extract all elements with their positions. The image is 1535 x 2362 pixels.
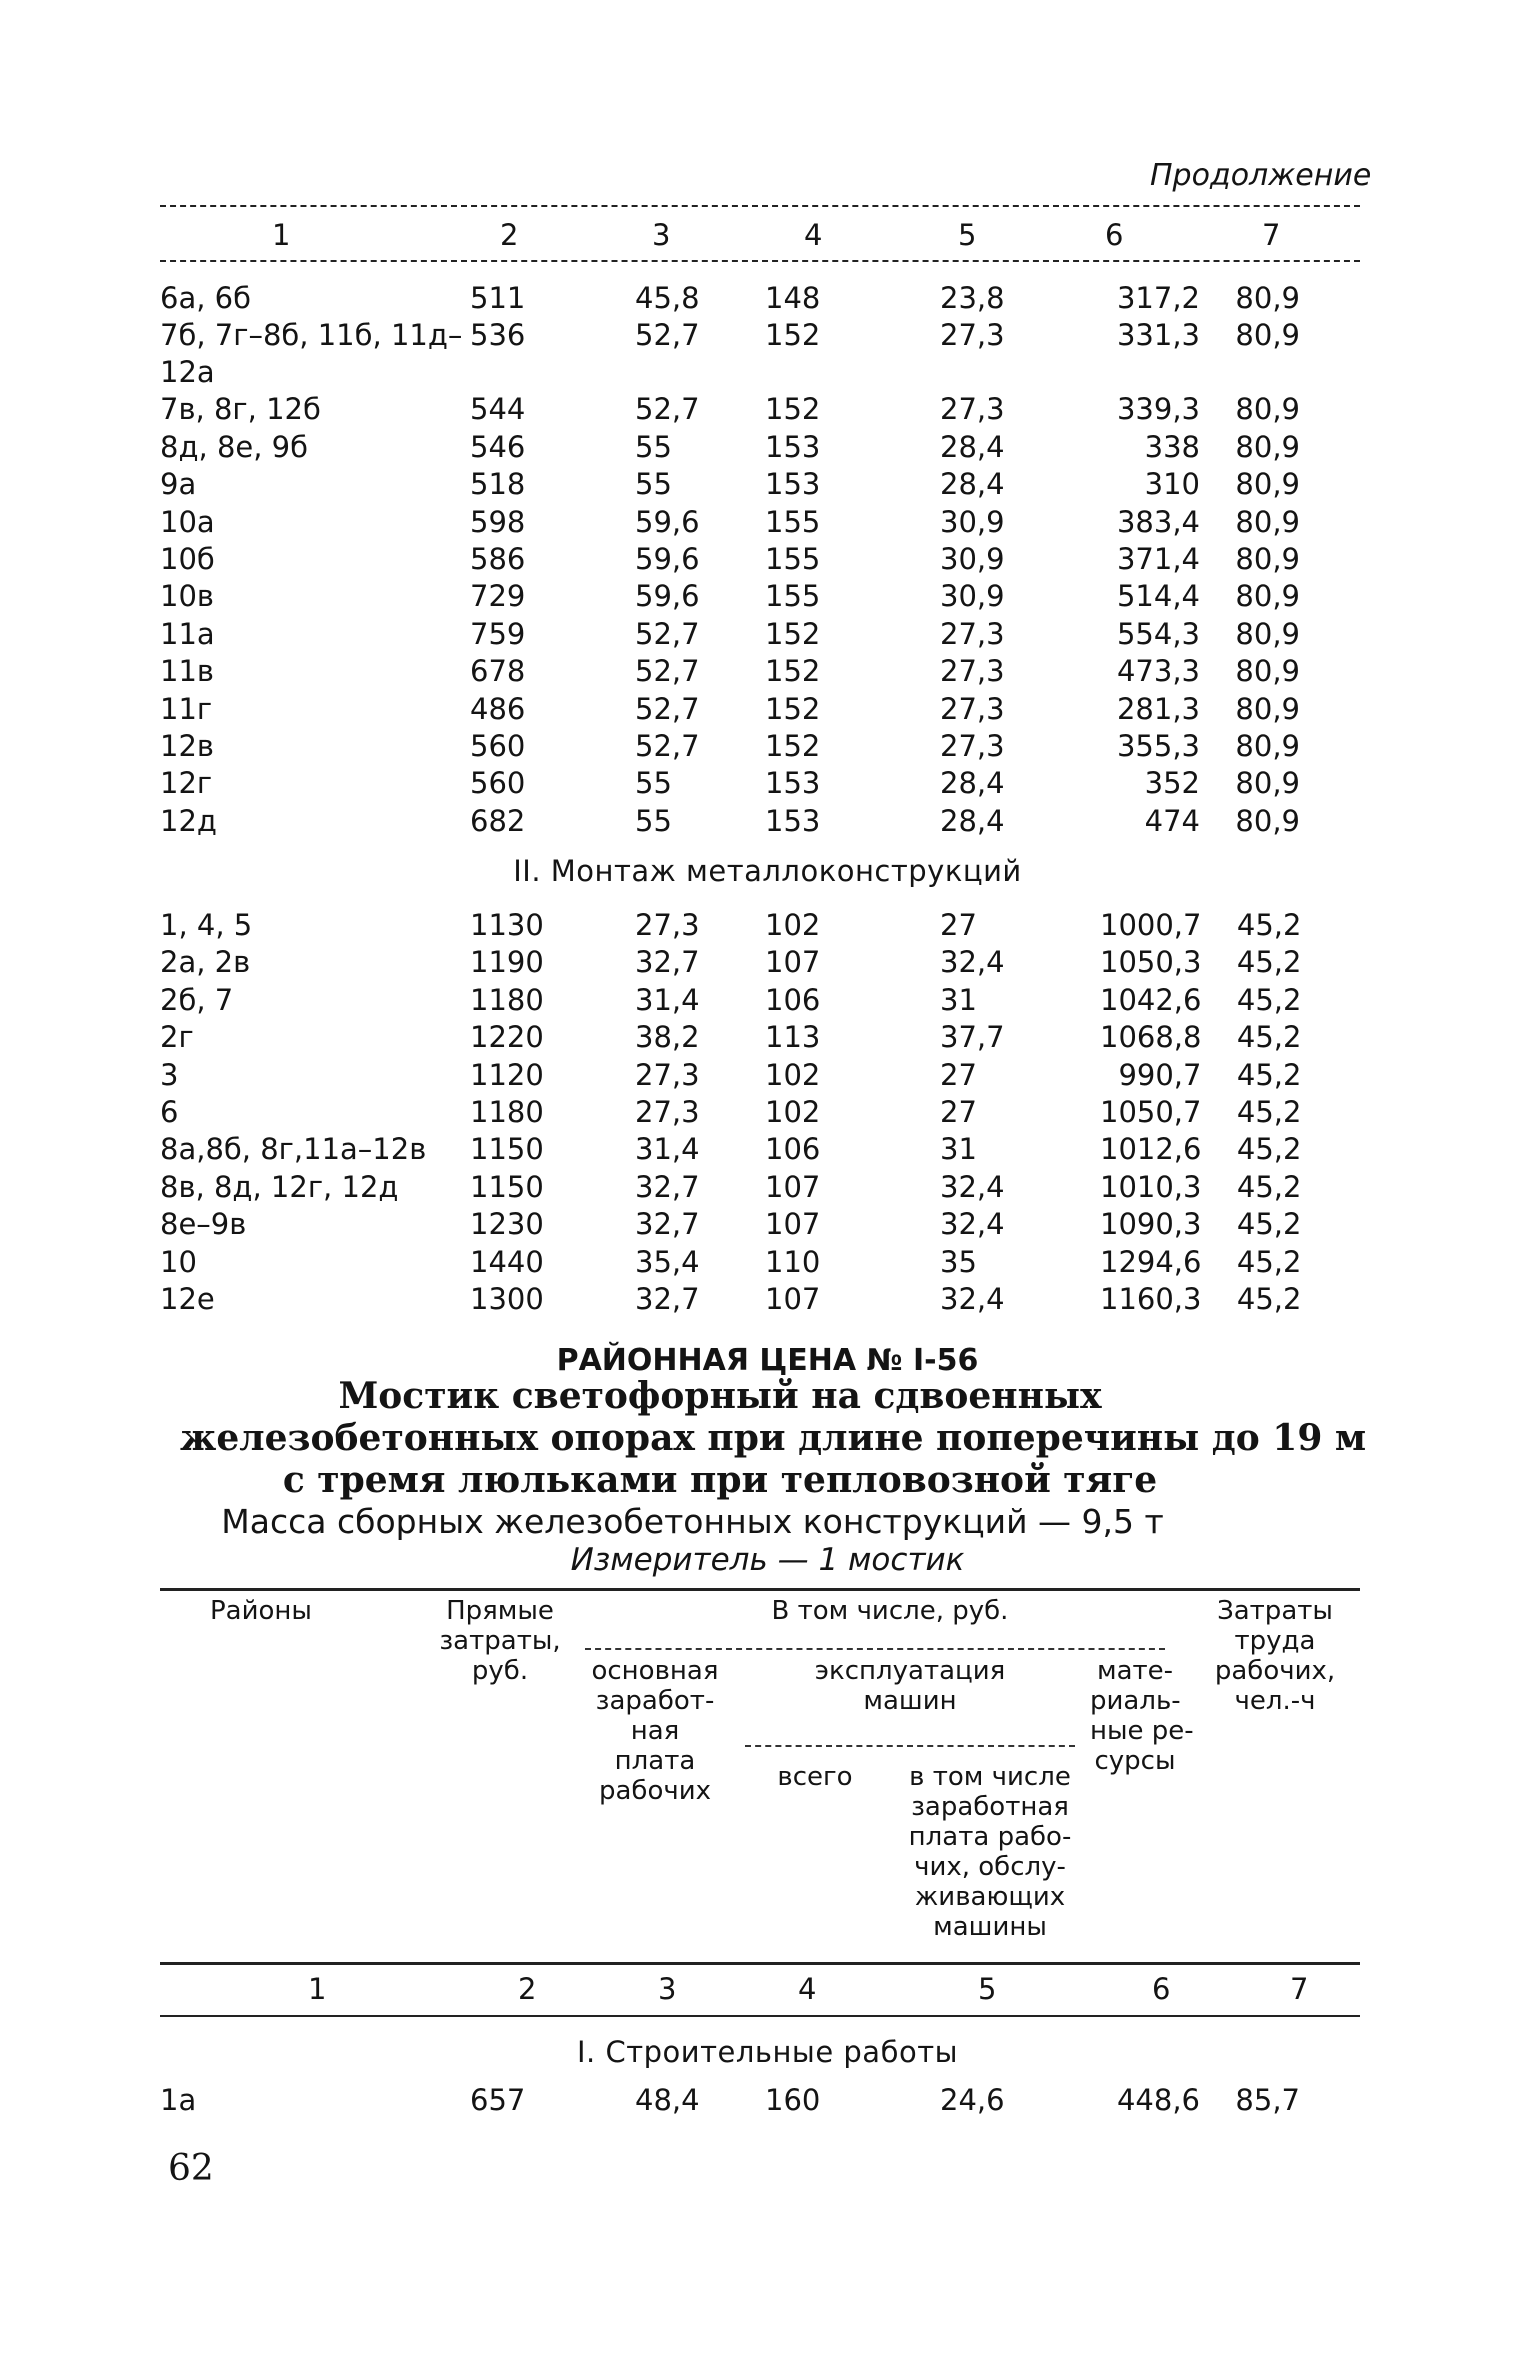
direct-costs-cell: 1180	[470, 982, 544, 1017]
machines-wage-cell: 27,3	[940, 728, 1005, 763]
col-number: 2	[500, 218, 519, 252]
col-number: 4	[798, 1972, 817, 2006]
base-wage-cell: 31,4	[635, 1132, 700, 1167]
header-text: заработ-	[595, 1686, 715, 1716]
direct-costs-cell: 598	[470, 504, 526, 539]
materials-cell: 352	[1144, 766, 1200, 801]
col-number: 1	[308, 1972, 327, 2006]
direct-costs-cell: 536	[470, 318, 526, 353]
direct-costs-cell: 1440	[470, 1244, 544, 1279]
table-row	[160, 429, 1300, 466]
header-text: плата рабо-	[908, 1822, 1072, 1852]
table-top-rule	[160, 205, 1360, 207]
base-wage-cell: 59,6	[635, 579, 700, 614]
materials-cell: 1010,3	[1100, 1169, 1202, 1204]
labor-cell: 80,9	[1235, 467, 1300, 502]
mass-line: Масса сборных железобетонных конструкций — 9,5 т	[221, 1502, 1164, 1541]
machines-total-cell: 107	[765, 945, 821, 980]
header-top-rule	[160, 1588, 1360, 1591]
labor-cell: 80,9	[1235, 318, 1300, 353]
base-wage-cell: 52,7	[635, 392, 700, 427]
labor-cell: 45,2	[1236, 1020, 1302, 1055]
header-text: ные ре-	[1090, 1716, 1194, 1746]
labor-cell: 80,9	[1235, 728, 1300, 763]
machines-wage-cell: 30,9	[940, 541, 1005, 576]
region-cell: 12д	[160, 803, 217, 838]
materials-cell: 338	[1144, 429, 1200, 464]
materials-cell: 1000,7	[1100, 908, 1202, 942]
machines-wage-cell: 27,3	[940, 616, 1005, 651]
materials-cell: 371,4	[1116, 541, 1200, 576]
machines-total-cell: 155	[765, 541, 821, 576]
header-text: мате-	[1096, 1656, 1174, 1686]
direct-costs-cell: 511	[470, 281, 526, 315]
table-row	[160, 1206, 1301, 1243]
header-labor	[1200, 1596, 1350, 1716]
price-number-heading: РАЙОННАЯ ЦЕНА № I-56	[556, 1343, 979, 1378]
machines-wage-cell: 32,4	[940, 1207, 1005, 1242]
machines-total-cell: 153	[765, 766, 821, 801]
materials-cell: 310	[1144, 467, 1200, 502]
labor-cell: 45,2	[1236, 1094, 1302, 1129]
header-text: плата	[614, 1746, 696, 1776]
section-heading-2: II. Монтаж металлоконструкций	[513, 854, 1022, 888]
direct-costs-cell: 1130	[470, 908, 544, 942]
materials-cell: 317,2	[1116, 281, 1200, 315]
column-number-row	[0, 1972, 1535, 2012]
machines-total-cell: 113	[765, 1020, 821, 1055]
labor-cell: 80,9	[1235, 392, 1300, 427]
measure-line: Измеритель — 1 мостик	[570, 1542, 965, 1578]
table-row	[160, 907, 1301, 944]
materials-cell: 473,3	[1116, 654, 1200, 689]
base-wage-cell: 45,8	[635, 281, 700, 315]
machines-wage-cell: 27	[940, 1057, 977, 1092]
machines-total-cell: 160	[765, 2083, 821, 2117]
labor-cell: 80,9	[1235, 579, 1300, 614]
direct-costs-cell: 729	[470, 579, 526, 614]
header-machines-line	[745, 1745, 1075, 1747]
header-text: чих, обслу-	[914, 1852, 1066, 1882]
table-row	[160, 1131, 1301, 1168]
direct-costs-cell: 560	[470, 766, 526, 801]
header-text: Затраты	[1217, 1596, 1333, 1626]
region-cell: 8е–9в	[160, 1207, 247, 1242]
machines-wage-cell: 28,4	[940, 429, 1005, 464]
base-wage-cell: 27,3	[635, 1057, 700, 1092]
machines-total-cell: 152	[765, 392, 821, 427]
labor-cell: 45,2	[1236, 945, 1302, 980]
table-row	[160, 504, 1300, 541]
table-row	[160, 1244, 1301, 1281]
header-text: чел.-ч	[1234, 1686, 1316, 1716]
machines-wage-cell: 31	[940, 1132, 977, 1167]
machines-total-cell: 107	[765, 1207, 821, 1242]
table-row	[160, 691, 1300, 728]
direct-costs-cell: 518	[470, 467, 526, 502]
col-number: 1	[272, 218, 291, 252]
base-wage-cell: 32,7	[635, 945, 700, 980]
materials-cell: 383,4	[1116, 504, 1200, 539]
header-machine-operation	[745, 1656, 1075, 1716]
table-row	[160, 1169, 1301, 1206]
labor-cell: 80,9	[1235, 691, 1300, 726]
region-cell: 2а, 2в	[160, 945, 251, 980]
region-cell: 6а, 6б	[160, 281, 251, 315]
labor-cell: 45,2	[1236, 1057, 1302, 1092]
table-row	[160, 541, 1300, 578]
machines-total-cell: 102	[765, 1094, 821, 1129]
machines-wage-cell: 27	[940, 908, 977, 942]
labor-cell: 45,2	[1236, 908, 1302, 942]
item-title-line: с тремя люльками при тепловозной тяге	[282, 1459, 1158, 1501]
header-regions: Районы	[210, 1596, 312, 1626]
direct-costs-cell: 678	[470, 654, 526, 689]
machines-wage-cell: 28,4	[940, 467, 1005, 502]
price-table-a	[160, 280, 1300, 840]
labor-cell: 80,9	[1235, 504, 1300, 539]
labor-cell: 80,9	[1235, 803, 1300, 838]
base-wage-cell: 27,3	[635, 1094, 700, 1129]
region-cell: 11в	[160, 654, 214, 689]
region-cell: 12в	[160, 728, 214, 763]
header-base-wage	[585, 1656, 725, 1806]
item-title-line: Мостик светофорный на сдвоенных	[338, 1375, 1102, 1417]
materials-cell: 1068,8	[1100, 1020, 1202, 1055]
table-row	[160, 728, 1300, 765]
header-incl-wage	[890, 1762, 1090, 1942]
labor-cell: 80,9	[1235, 541, 1300, 576]
col-number: 3	[652, 218, 671, 252]
materials-cell: 1090,3	[1100, 1207, 1202, 1242]
region-cell: 2г	[160, 1020, 194, 1055]
col-number: 7	[1290, 1972, 1309, 2006]
direct-costs-cell: 1230	[470, 1207, 544, 1242]
machines-total-cell: 102	[765, 908, 821, 942]
table-row	[160, 765, 1300, 802]
header-text: ная	[630, 1716, 680, 1746]
machines-total-cell: 148	[765, 281, 821, 315]
col-number: 6	[1152, 1972, 1171, 2006]
machines-wage-cell: 27,3	[940, 691, 1005, 726]
region-cell: 12е	[160, 1281, 215, 1316]
machines-total-cell: 155	[765, 504, 821, 539]
region-cell: 7в, 8г, 12б	[160, 392, 321, 427]
machines-total-cell: 152	[765, 318, 821, 353]
base-wage-cell: 52,7	[635, 318, 700, 353]
region-cell: 11а	[160, 616, 215, 651]
machines-total-cell: 106	[765, 982, 821, 1017]
machines-wage-cell: 28,4	[940, 803, 1005, 838]
direct-costs-cell: 1190	[470, 945, 544, 980]
labor-cell: 80,9	[1235, 766, 1300, 801]
header-text: заработная	[911, 1792, 1069, 1822]
machines-wage-cell: 32,4	[940, 1169, 1005, 1204]
region-cell: 10б	[160, 541, 215, 576]
base-wage-cell: 31,4	[635, 982, 700, 1017]
header-text: эксплуатация	[814, 1656, 1006, 1686]
labor-cell: 80,9	[1235, 654, 1300, 689]
region-cell: 1, 4, 5	[160, 908, 253, 942]
machines-wage-cell: 32,4	[940, 1281, 1005, 1316]
page-number: 62	[168, 2148, 214, 2189]
materials-cell: 1294,6	[1100, 1244, 1202, 1279]
region-cell: 11г	[160, 691, 213, 726]
header-text: затраты,	[439, 1626, 561, 1656]
region-cell: 2б, 7	[160, 982, 234, 1017]
table-row	[160, 466, 1300, 503]
base-wage-cell: 52,7	[635, 728, 700, 763]
base-wage-cell: 55	[635, 429, 672, 464]
labor-cell: 80,9	[1235, 616, 1300, 651]
base-wage-cell: 35,4	[635, 1244, 700, 1279]
table-row	[160, 1094, 1301, 1131]
machines-total-cell: 107	[765, 1281, 821, 1316]
direct-costs-cell: 657	[470, 2083, 526, 2117]
base-wage-cell: 48,4	[635, 2083, 700, 2117]
header-including: В том числе, руб.	[771, 1596, 1009, 1626]
base-wage-cell: 52,7	[635, 616, 700, 651]
header-bottom-rule	[160, 260, 1360, 262]
direct-costs-cell: 546	[470, 429, 526, 464]
header-bottom-rule	[160, 1962, 1360, 1965]
machines-total-cell: 152	[765, 616, 821, 651]
machines-wage-cell: 30,9	[940, 579, 1005, 614]
direct-costs-cell: 560	[470, 728, 526, 763]
materials-cell: 448,6	[1116, 2083, 1200, 2117]
col-number: 5	[958, 218, 977, 252]
direct-costs-cell: 1150	[470, 1132, 544, 1167]
region-cell: 10а	[160, 504, 215, 539]
base-wage-cell: 55	[635, 803, 672, 838]
machines-total-cell: 110	[765, 1244, 821, 1279]
header-total: всего	[777, 1762, 853, 1792]
numbers-bottom-rule	[160, 2015, 1360, 2017]
table-row	[160, 2082, 1300, 2119]
table-row	[160, 616, 1300, 653]
base-wage-cell: 55	[635, 766, 672, 801]
materials-cell: 990,7	[1118, 1057, 1202, 1092]
labor-cell: 45,2	[1236, 982, 1302, 1017]
region-cell: 8а,8б, 8г,11а–12в	[160, 1132, 427, 1167]
direct-costs-cell: 544	[470, 392, 526, 427]
machines-wage-cell: 28,4	[940, 766, 1005, 801]
region-cell: 6	[160, 1094, 179, 1129]
header-span-line	[585, 1648, 1165, 1650]
header-direct-costs	[425, 1596, 575, 1686]
item-title	[180, 1375, 1367, 1501]
direct-costs-cell: 586	[470, 541, 526, 576]
materials-cell: 339,3	[1116, 392, 1200, 427]
direct-costs-cell: 1180	[470, 1094, 544, 1129]
header-text: в том числе	[909, 1762, 1071, 1792]
labor-cell: 45,2	[1236, 1169, 1302, 1204]
table-row	[160, 1281, 1301, 1318]
column-number-row	[0, 218, 1535, 258]
direct-costs-cell: 682	[470, 803, 526, 838]
machines-total-cell: 153	[765, 429, 821, 464]
direct-costs-cell: 1120	[470, 1057, 544, 1092]
base-wage-cell: 55	[635, 467, 672, 502]
materials-cell: 514,4	[1116, 579, 1200, 614]
col-number: 3	[658, 1972, 677, 2006]
labor-cell: 45,2	[1236, 1132, 1302, 1167]
direct-costs-cell: 1150	[470, 1169, 544, 1204]
direct-costs-cell: 1300	[470, 1281, 544, 1316]
materials-cell: 554,3	[1116, 616, 1200, 651]
machines-wage-cell: 30,9	[940, 504, 1005, 539]
table-row	[160, 578, 1300, 615]
materials-cell: 281,3	[1116, 691, 1200, 726]
table-row	[160, 1019, 1301, 1056]
machines-wage-cell: 27,3	[940, 318, 1005, 353]
header-text: руб.	[471, 1656, 529, 1686]
labor-cell: 45,2	[1236, 1281, 1302, 1316]
machines-wage-cell: 23,8	[940, 281, 1005, 315]
header-text: рабочих,	[1214, 1656, 1336, 1686]
machines-total-cell: 155	[765, 579, 821, 614]
header-text: сурсы	[1094, 1746, 1176, 1776]
machines-wage-cell: 35	[940, 1244, 977, 1279]
machines-total-cell: 152	[765, 691, 821, 726]
direct-costs-cell: 759	[470, 616, 526, 651]
machines-total-cell: 153	[765, 467, 821, 502]
machines-total-cell: 152	[765, 654, 821, 689]
header-text: труда	[1234, 1626, 1316, 1656]
header-text: рабочих	[598, 1776, 712, 1806]
region-cell: 12г	[160, 766, 213, 801]
labor-cell: 85,7	[1235, 2083, 1300, 2117]
price-table-b	[160, 907, 1301, 1318]
direct-costs-cell: 1220	[470, 1020, 544, 1055]
machines-total-cell: 106	[765, 1132, 821, 1167]
table-row	[160, 803, 1300, 840]
machines-wage-cell: 27,3	[940, 392, 1005, 427]
table-row	[160, 280, 1300, 317]
machines-wage-cell: 27,3	[940, 654, 1005, 689]
header-text: машин	[863, 1686, 957, 1716]
base-wage-cell: 52,7	[635, 654, 700, 689]
col-number: 6	[1105, 218, 1124, 252]
header-text: Прямые	[446, 1596, 554, 1626]
region-cell: 8д, 8е, 9б	[160, 429, 309, 464]
header-text: живающих	[914, 1882, 1066, 1912]
item-title-line: железобетонных опорах при длине поперечины до 19 м	[180, 1417, 1367, 1459]
header-text: основная	[591, 1656, 719, 1686]
continuation-label: Продолжение	[1150, 158, 1372, 193]
region-cell: 8в, 8д, 12г, 12д	[160, 1169, 399, 1204]
col-number: 5	[978, 1972, 997, 2006]
table-row	[160, 982, 1301, 1019]
materials-cell: 1160,3	[1100, 1281, 1202, 1316]
region-cell: 1а	[160, 2083, 197, 2117]
region-cell: 3	[160, 1057, 179, 1092]
col-number: 7	[1262, 218, 1281, 252]
machines-wage-cell: 24,6	[940, 2083, 1005, 2117]
base-wage-cell: 32,7	[635, 1169, 700, 1204]
region-cell: 9а	[160, 467, 197, 502]
base-wage-cell: 32,7	[635, 1281, 700, 1316]
materials-cell: 331,3	[1116, 318, 1200, 353]
labor-cell: 45,2	[1236, 1207, 1302, 1242]
base-wage-cell: 52,7	[635, 691, 700, 726]
machines-wage-cell: 37,7	[940, 1020, 1005, 1055]
header-materials	[1090, 1656, 1194, 1776]
base-wage-cell: 32,7	[635, 1207, 700, 1242]
machines-wage-cell: 31	[940, 982, 977, 1017]
table-row	[160, 653, 1300, 690]
materials-cell: 474	[1144, 803, 1200, 838]
machines-total-cell: 152	[765, 728, 821, 763]
header-text: риаль-	[1090, 1686, 1181, 1716]
labor-cell: 80,9	[1235, 281, 1300, 315]
materials-cell: 1012,6	[1100, 1132, 1202, 1167]
table-row	[160, 1057, 1301, 1094]
base-wage-cell: 59,6	[635, 504, 700, 539]
direct-costs-cell: 486	[470, 691, 526, 726]
labor-cell: 45,2	[1236, 1244, 1302, 1279]
machines-wage-cell: 32,4	[940, 945, 1005, 980]
base-wage-cell: 27,3	[635, 908, 700, 942]
machines-wage-cell: 27	[940, 1094, 977, 1129]
base-wage-cell: 59,6	[635, 541, 700, 576]
header-text: машины	[933, 1912, 1047, 1942]
section-heading-1: I. Строительные работы	[576, 2035, 958, 2069]
materials-cell: 1050,7	[1100, 1094, 1202, 1129]
materials-cell: 1050,3	[1100, 945, 1202, 980]
col-number: 2	[518, 1972, 537, 2006]
price-table-c	[160, 2082, 1300, 2119]
machines-total-cell: 107	[765, 1169, 821, 1204]
base-wage-cell: 38,2	[635, 1020, 700, 1055]
table-row	[160, 391, 1300, 428]
machines-total-cell: 153	[765, 803, 821, 838]
materials-cell: 355,3	[1116, 728, 1200, 763]
region-cell: 10	[160, 1244, 197, 1279]
region-cell: 7б, 7г–8б, 11б, 11д–12а	[160, 318, 463, 390]
machines-total-cell: 102	[765, 1057, 821, 1092]
table-row	[160, 317, 1300, 391]
labor-cell: 80,9	[1235, 429, 1300, 464]
col-number: 4	[804, 218, 823, 252]
region-cell: 10в	[160, 579, 214, 614]
materials-cell: 1042,6	[1100, 982, 1202, 1017]
table-row	[160, 944, 1301, 981]
